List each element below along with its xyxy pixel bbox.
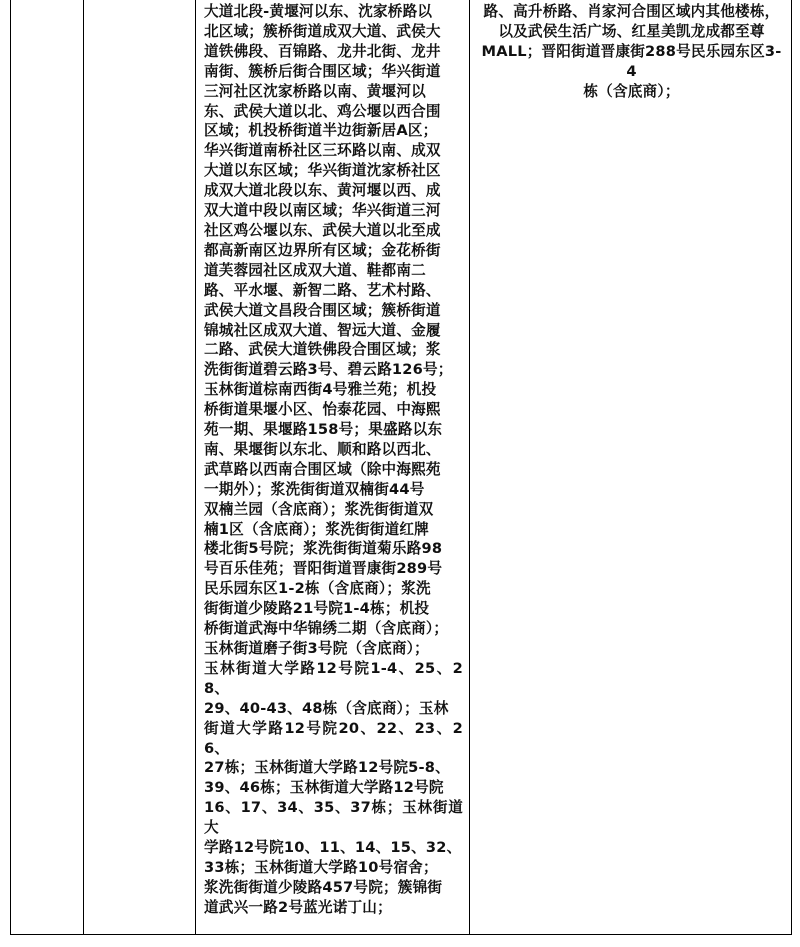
area-line: 浆洗街街道少陵路457号院；簇锦街 <box>204 878 443 896</box>
area-line: 29、40-43、48栋（含底商）；玉林 <box>204 699 449 717</box>
other-area-line: 栋（含底商）； <box>583 82 680 100</box>
area-line: 大道以东区域；华兴街道沈家桥社区 <box>204 162 441 180</box>
area-line: 武草路以西南合围区域（除中海熙苑 <box>204 460 441 478</box>
other-area-line: MALL；晋阳街道晋康街288号民乐园东区3-4 <box>481 42 782 80</box>
area-line: 街街道少陵路21号院1-4栋；机投 <box>204 600 430 618</box>
area-line: 道铁佛段、百锦路、龙井北街、龙井 <box>204 42 441 60</box>
area-line: 东、武侯大道以北、鸡公堰以西合围 <box>204 102 441 120</box>
area-line: 华兴街道南桥社区三环路以南、成双 <box>204 142 441 160</box>
area-line: 16、17、34、35、37栋；玉林街道大 <box>204 799 463 837</box>
area-line: 楠1区（含底商）；浆洗街街道红牌 <box>204 520 429 538</box>
area-line: 玉林街道大学路12号院1-4、25、28、 <box>204 659 463 697</box>
area-list-text <box>196 0 469 918</box>
other-area-line: 路、高升桥路、肖家河合围区域内其他楼栋， <box>483 3 780 20</box>
area-line: 社区鸡公堰以东、武侯大道以北至成 <box>204 221 441 239</box>
area-line: 洗街街道碧云路3号、碧云路126号； <box>204 361 453 379</box>
area-line: 双大道中段以南区域；华兴街道三河 <box>204 202 441 220</box>
area-line: 路、平水堰、新智二路、艺术村路、 <box>204 281 441 299</box>
area-line: 桥街道果堰小区、怡泰花园、中海熙 <box>204 401 441 419</box>
area-line: 武侯大道文昌段合围区域；簇桥街道 <box>204 301 441 319</box>
other-area-cell <box>470 0 792 935</box>
area-line: 南、果堰街以东北、顺和路以西北、 <box>204 440 441 458</box>
area-line: 锦城社区成双大道、智远大道、金履 <box>204 321 441 339</box>
area-line: 楼北街5号院；浆洗街街道菊乐路98 <box>204 540 443 558</box>
other-area-line: 以及武侯生活广场、红星美凯龙成都至尊 <box>498 22 765 40</box>
district-list-table <box>10 0 792 935</box>
other-area-text <box>470 0 791 102</box>
table-row <box>11 0 792 935</box>
area-line: 北区域；簇桥街道成双大道、武侯大 <box>204 22 441 40</box>
area-line: 成双大道北段以东、黄河堰以西、成 <box>204 182 441 200</box>
area-line: 民乐园东区1-2栋（含底商）；浆洗 <box>204 580 431 598</box>
area-line: 玉林街道磨子街3号院（含底商）； <box>204 640 429 657</box>
area-line: 街道大学路12号院20、22、23、26、 <box>204 719 463 757</box>
area-line: 一期外）；浆洗街街道双楠街44号 <box>204 480 425 498</box>
area-line: 都高新南区边界所有区域；金花桥街 <box>204 241 441 259</box>
area-line: 39、46栋；玉林街道大学路12号院 <box>204 779 444 797</box>
area-line: 桥街道武海中华锦绣二期（含底商）； <box>204 620 449 638</box>
area-line: 33栋；玉林街道大学路10号宿舍； <box>204 858 438 876</box>
area-line: 玉林街道棕南西街4号雅兰苑；机投 <box>204 381 437 399</box>
area-line: 区域；机投桥街道半边街新居A区； <box>204 122 438 140</box>
area-line: 学路12号院10、11、14、15、32、 <box>204 839 462 857</box>
area-line: 大道北段-黄堰河以东、沈家桥路以 <box>204 3 433 20</box>
area-line: 道芙蓉园社区成双大道、鞋都南二 <box>204 261 426 279</box>
area-line: 号百乐佳苑；晋阳街道晋康街289号 <box>204 560 443 578</box>
area-line: 南街、簇桥后街合围区域；华兴街道 <box>204 62 441 80</box>
area-line: 二路、武侯大道铁佛段合围区域；浆 <box>204 341 441 359</box>
area-line: 三河社区沈家桥路以南、黄堰河以 <box>204 82 426 100</box>
area-line: 道武兴一路2号蓝光诺丁山； <box>204 898 392 916</box>
index-cell <box>11 0 84 935</box>
area-line: 双楠兰园（含底商）；浆洗街街道双 <box>204 500 434 518</box>
area-line: 27栋；玉林街道大学路12号院5-8、 <box>204 759 450 777</box>
area-line: 苑一期、果堰路158号；果盛路以东 <box>204 421 443 439</box>
category-cell <box>84 0 196 935</box>
area-list-cell <box>196 0 470 935</box>
